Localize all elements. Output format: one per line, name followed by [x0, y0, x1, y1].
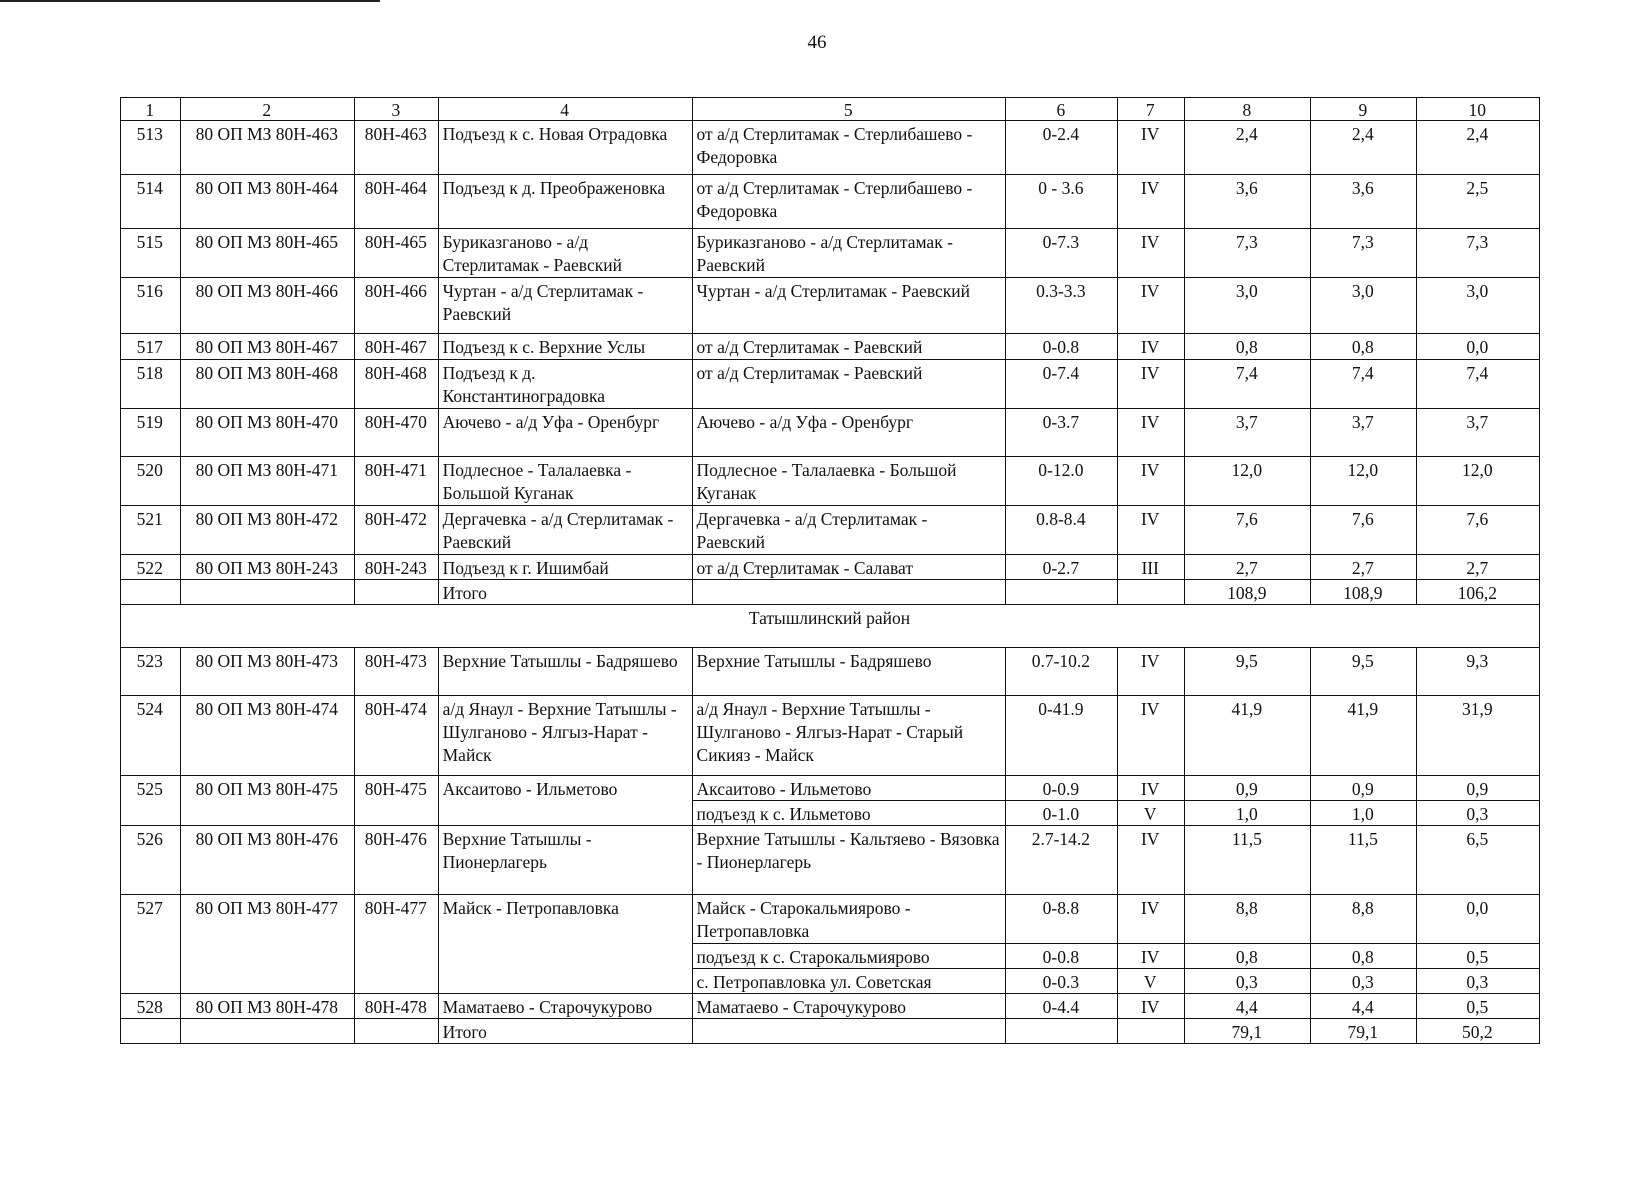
- segment-description: от а/д Стерлитамак - Стерлибашево - Федоровка: [692, 175, 1005, 229]
- length-value-8: 12,0: [1184, 457, 1310, 506]
- length-value-10: 2,7: [1416, 555, 1539, 580]
- length-value-9: 0,8: [1311, 944, 1417, 969]
- segment-description: Аючево - а/д Уфа - Оренбург: [692, 409, 1005, 457]
- length-value-8: 0,9: [1184, 776, 1310, 801]
- length-value-9: 2,4: [1311, 121, 1417, 175]
- road-id: 80 ОП МЗ 80Н-243: [180, 555, 355, 580]
- length-value-10: 0,9: [1416, 776, 1539, 801]
- road-code: 80Н-468: [355, 360, 439, 409]
- length-value-10: 12,0: [1416, 457, 1539, 506]
- empty-cell: [1006, 1019, 1118, 1044]
- length-value-10: 3,7: [1416, 409, 1539, 457]
- segment-km-range: 0-0.8: [1006, 944, 1118, 969]
- length-value-10: 6,5: [1416, 826, 1539, 895]
- segment-km-range: 0-4.4: [1006, 994, 1118, 1019]
- row-number: 513: [121, 121, 181, 175]
- length-value-8: 7,3: [1184, 229, 1310, 278]
- table-row: [121, 334, 1540, 360]
- road-name: Подъезд к д. Константиноградовка: [438, 360, 692, 409]
- length-value-8: 9,5: [1184, 648, 1310, 696]
- road-code: 80Н-475: [355, 776, 439, 826]
- length-value-10: 3,0: [1416, 278, 1539, 334]
- length-value-9: 0,9: [1311, 776, 1417, 801]
- length-value-9: 7,4: [1311, 360, 1417, 409]
- road-code: 80Н-471: [355, 457, 439, 506]
- segment-description: Дергачевка - а/д Стерлитамак - Раевский: [692, 506, 1005, 555]
- length-value-10: 2,4: [1416, 121, 1539, 175]
- length-value-8: 8,8: [1184, 895, 1310, 944]
- road-category: IV: [1117, 648, 1184, 696]
- length-value-8: 2,4: [1184, 121, 1310, 175]
- length-value-10: 0,3: [1416, 969, 1539, 994]
- length-value-10: 7,3: [1416, 229, 1539, 278]
- length-value-9: 4,4: [1311, 994, 1417, 1019]
- road-id: 80 ОП МЗ 80Н-475: [180, 776, 355, 826]
- table-row: [121, 121, 1540, 175]
- length-value-8: 3,6: [1184, 175, 1310, 229]
- segment-km-range: 0 - 3.6: [1006, 175, 1118, 229]
- length-value-8: 7,4: [1184, 360, 1310, 409]
- length-value-9: 9,5: [1311, 648, 1417, 696]
- road-code: 80Н-467: [355, 334, 439, 360]
- road-name: а/д Янаул - Верхние Татышлы - Шулганово - Ялгыз-Нарат - Майск: [438, 696, 692, 776]
- segment-description: Аксаитово - Ильметово: [692, 776, 1005, 801]
- col-header-9: 9: [1311, 98, 1417, 121]
- segment-km-range: 0-7.4: [1006, 360, 1118, 409]
- road-name: Подъезд к с. Верхние Услы: [438, 334, 692, 360]
- road-category: IV: [1117, 506, 1184, 555]
- row-number: 521: [121, 506, 181, 555]
- road-code: 80Н-474: [355, 696, 439, 776]
- row-number: 525: [121, 776, 181, 826]
- road-category: IV: [1117, 334, 1184, 360]
- road-category: IV: [1117, 994, 1184, 1019]
- table-row: [121, 696, 1540, 776]
- length-value-9: 7,6: [1311, 506, 1417, 555]
- table-row: [121, 360, 1540, 409]
- road-category: IV: [1117, 121, 1184, 175]
- length-value-9: 3,0: [1311, 278, 1417, 334]
- length-value-8: 41,9: [1184, 696, 1310, 776]
- length-value-8: 7,6: [1184, 506, 1310, 555]
- table-row: [121, 555, 1540, 580]
- road-category: IV: [1117, 826, 1184, 895]
- table-row: [121, 994, 1540, 1019]
- road-name: Верхние Татышлы - Пионерлагерь: [438, 826, 692, 895]
- road-name: Майск - Петропавловка: [438, 895, 692, 994]
- length-value-10: 31,9: [1416, 696, 1539, 776]
- table-row: [121, 409, 1540, 457]
- length-value-10: 9,3: [1416, 648, 1539, 696]
- road-id: 80 ОП МЗ 80Н-464: [180, 175, 355, 229]
- road-category: IV: [1117, 776, 1184, 801]
- segment-description: Маматаево - Старочукурово: [692, 994, 1005, 1019]
- length-value-10: 2,5: [1416, 175, 1539, 229]
- road-name: Подъезд к г. Ишимбай: [438, 555, 692, 580]
- col-header-6: 6: [1006, 98, 1118, 121]
- length-value-9: 12,0: [1311, 457, 1417, 506]
- segment-km-range: 0-1.0: [1006, 801, 1118, 826]
- segment-km-range: 2.7-14.2: [1006, 826, 1118, 895]
- segment-km-range: 0-8.8: [1006, 895, 1118, 944]
- row-number: 520: [121, 457, 181, 506]
- segment-km-range: 0-3.7: [1006, 409, 1118, 457]
- segment-km-range: 0-41.9: [1006, 696, 1118, 776]
- road-id: 80 ОП МЗ 80Н-476: [180, 826, 355, 895]
- segment-description: подъезд к с. Ильметово: [692, 801, 1005, 826]
- road-id: 80 ОП МЗ 80Н-468: [180, 360, 355, 409]
- col-header-1: 1: [121, 98, 181, 121]
- length-value-8: 0,8: [1184, 944, 1310, 969]
- road-name: Аксаитово - Ильметово: [438, 776, 692, 826]
- road-category: IV: [1117, 360, 1184, 409]
- length-value-8: 3,7: [1184, 409, 1310, 457]
- row-number: 517: [121, 334, 181, 360]
- row-number: 522: [121, 555, 181, 580]
- row-number: 515: [121, 229, 181, 278]
- col-header-7: 7: [1117, 98, 1184, 121]
- road-name: Аючево - а/д Уфа - Оренбург: [438, 409, 692, 457]
- length-value-10: 0,5: [1416, 944, 1539, 969]
- segment-km-range: 0.8-8.4: [1006, 506, 1118, 555]
- road-id: 80 ОП МЗ 80Н-477: [180, 895, 355, 994]
- length-value-9: 11,5: [1311, 826, 1417, 895]
- length-value-10: 7,6: [1416, 506, 1539, 555]
- road-category: IV: [1117, 895, 1184, 944]
- road-code: 80Н-472: [355, 506, 439, 555]
- empty-cell: [121, 580, 181, 605]
- total-value-9: 79,1: [1311, 1019, 1417, 1044]
- table-row: [121, 648, 1540, 696]
- empty-cell: [180, 580, 355, 605]
- road-name: Подлесное - Талалаевка - Большой Куганак: [438, 457, 692, 506]
- road-name: Маматаево - Старочукурово: [438, 994, 692, 1019]
- page-number: 46: [807, 32, 827, 53]
- col-header-5: 5: [692, 98, 1005, 121]
- district-row: [121, 605, 1540, 648]
- segment-description: Майск - Старокальмиярово - Петропавловка: [692, 895, 1005, 944]
- road-name: Буриказганово - а/д Стерлитамак - Раевский: [438, 229, 692, 278]
- road-category: III: [1117, 555, 1184, 580]
- table-row: [121, 278, 1540, 334]
- total-value-8: 108,9: [1184, 580, 1310, 605]
- total-value-8: 79,1: [1184, 1019, 1310, 1044]
- row-number: 526: [121, 826, 181, 895]
- segment-km-range: 0-0.9: [1006, 776, 1118, 801]
- table-row: [121, 776, 1540, 801]
- segment-description: от а/д Стерлитамак - Раевский: [692, 334, 1005, 360]
- length-value-8: 1,0: [1184, 801, 1310, 826]
- road-code: 80Н-465: [355, 229, 439, 278]
- road-id: 80 ОП МЗ 80Н-471: [180, 457, 355, 506]
- scan-edge-line: [0, 0, 380, 2]
- table-row: [121, 826, 1540, 895]
- length-value-8: 3,0: [1184, 278, 1310, 334]
- table-row: [121, 506, 1540, 555]
- empty-cell: [692, 580, 1005, 605]
- table-row: [121, 229, 1540, 278]
- length-value-9: 0,3: [1311, 969, 1417, 994]
- road-category: IV: [1117, 696, 1184, 776]
- col-header-8: 8: [1184, 98, 1310, 121]
- length-value-8: 4,4: [1184, 994, 1310, 1019]
- row-number: 516: [121, 278, 181, 334]
- row-number: 519: [121, 409, 181, 457]
- road-code: 80Н-476: [355, 826, 439, 895]
- segment-km-range: 0-7.3: [1006, 229, 1118, 278]
- row-number: 523: [121, 648, 181, 696]
- length-value-10: 0,0: [1416, 895, 1539, 944]
- road-id: 80 ОП МЗ 80Н-467: [180, 334, 355, 360]
- total-label: Итого: [438, 580, 692, 605]
- total-row: [121, 1019, 1540, 1044]
- table-row: [121, 175, 1540, 229]
- column-header-row: [121, 98, 1540, 121]
- row-number: 528: [121, 994, 181, 1019]
- road-name: Верхние Татышлы - Бадряшево: [438, 648, 692, 696]
- length-value-8: 2,7: [1184, 555, 1310, 580]
- road-name: Подъезд к д. Преображеновка: [438, 175, 692, 229]
- total-value-10: 106,2: [1416, 580, 1539, 605]
- empty-cell: [180, 1019, 355, 1044]
- road-code: 80Н-243: [355, 555, 439, 580]
- segment-km-range: 0.3-3.3: [1006, 278, 1118, 334]
- length-value-10: 0,5: [1416, 994, 1539, 1019]
- length-value-9: 2,7: [1311, 555, 1417, 580]
- total-label: Итого: [438, 1019, 692, 1044]
- col-header-4: 4: [438, 98, 692, 121]
- empty-cell: [121, 1019, 181, 1044]
- empty-cell: [355, 580, 439, 605]
- total-value-10: 50,2: [1416, 1019, 1539, 1044]
- length-value-8: 0,8: [1184, 334, 1310, 360]
- road-code: 80Н-470: [355, 409, 439, 457]
- road-category: IV: [1117, 409, 1184, 457]
- road-category: V: [1117, 801, 1184, 826]
- road-register-table: [120, 97, 1540, 1044]
- length-value-9: 8,8: [1311, 895, 1417, 944]
- road-category: V: [1117, 969, 1184, 994]
- length-value-8: 11,5: [1184, 826, 1310, 895]
- row-number: 518: [121, 360, 181, 409]
- table-row: [121, 457, 1540, 506]
- road-name: Подъезд к с. Новая Отрадовка: [438, 121, 692, 175]
- length-value-9: 3,7: [1311, 409, 1417, 457]
- col-header-2: 2: [180, 98, 355, 121]
- segment-km-range: 0-2.4: [1006, 121, 1118, 175]
- road-code: 80Н-463: [355, 121, 439, 175]
- road-id: 80 ОП МЗ 80Н-474: [180, 696, 355, 776]
- road-id: 80 ОП МЗ 80Н-478: [180, 994, 355, 1019]
- col-header-10: 10: [1416, 98, 1539, 121]
- empty-cell: [692, 1019, 1005, 1044]
- segment-km-range: 0-2.7: [1006, 555, 1118, 580]
- road-category: IV: [1117, 944, 1184, 969]
- road-code: 80Н-464: [355, 175, 439, 229]
- empty-cell: [1006, 580, 1118, 605]
- segment-description: Верхние Татышлы - Кальтяево - Вязовка - Пионерлагерь: [692, 826, 1005, 895]
- segment-description: Чуртан - а/д Стерлитамак - Раевский: [692, 278, 1005, 334]
- row-number: 527: [121, 895, 181, 994]
- road-category: IV: [1117, 457, 1184, 506]
- empty-cell: [1117, 1019, 1184, 1044]
- road-name: Чуртан - а/д Стерлитамак - Раевский: [438, 278, 692, 334]
- road-id: 80 ОП МЗ 80Н-472: [180, 506, 355, 555]
- segment-description: Буриказганово - а/д Стерлитамак - Раевский: [692, 229, 1005, 278]
- road-id: 80 ОП МЗ 80Н-465: [180, 229, 355, 278]
- road-code: 80Н-466: [355, 278, 439, 334]
- road-code: 80Н-478: [355, 994, 439, 1019]
- segment-description: с. Петропавловка ул. Советская: [692, 969, 1005, 994]
- empty-cell: [355, 1019, 439, 1044]
- empty-cell: [1117, 580, 1184, 605]
- segment-description: подъезд к с. Старокальмиярово: [692, 944, 1005, 969]
- length-value-10: 0,3: [1416, 801, 1539, 826]
- length-value-9: 3,6: [1311, 175, 1417, 229]
- road-category: IV: [1117, 278, 1184, 334]
- road-id: 80 ОП МЗ 80Н-470: [180, 409, 355, 457]
- road-code: 80Н-477: [355, 895, 439, 994]
- segment-km-range: 0.7-10.2: [1006, 648, 1118, 696]
- road-id: 80 ОП МЗ 80Н-466: [180, 278, 355, 334]
- segment-description: от а/д Стерлитамак - Стерлибашево - Федоровка: [692, 121, 1005, 175]
- length-value-10: 7,4: [1416, 360, 1539, 409]
- length-value-9: 7,3: [1311, 229, 1417, 278]
- total-row: [121, 580, 1540, 605]
- road-id: 80 ОП МЗ 80Н-473: [180, 648, 355, 696]
- segment-km-range: 0-0.8: [1006, 334, 1118, 360]
- length-value-8: 0,3: [1184, 969, 1310, 994]
- length-value-9: 41,9: [1311, 696, 1417, 776]
- length-value-10: 0,0: [1416, 334, 1539, 360]
- segment-km-range: 0-12.0: [1006, 457, 1118, 506]
- length-value-9: 0,8: [1311, 334, 1417, 360]
- segment-description: а/д Янаул - Верхние Татышлы - Шулганово - Ялгыз-Нарат - Старый Сикияз - Майск: [692, 696, 1005, 776]
- table-row: [121, 895, 1540, 944]
- col-header-3: 3: [355, 98, 439, 121]
- segment-description: Верхние Татышлы - Бадряшево: [692, 648, 1005, 696]
- road-code: 80Н-473: [355, 648, 439, 696]
- length-value-9: 1,0: [1311, 801, 1417, 826]
- road-id: 80 ОП МЗ 80Н-463: [180, 121, 355, 175]
- road-category: IV: [1117, 175, 1184, 229]
- segment-km-range: 0-0.3: [1006, 969, 1118, 994]
- road-name: Дергачевка - а/д Стерлитамак - Раевский: [438, 506, 692, 555]
- segment-description: от а/д Стерлитамак - Раевский: [692, 360, 1005, 409]
- segment-description: от а/д Стерлитамак - Салават: [692, 555, 1005, 580]
- road-category: IV: [1117, 229, 1184, 278]
- row-number: 524: [121, 696, 181, 776]
- total-value-9: 108,9: [1311, 580, 1417, 605]
- district-heading: Татышлинский район: [121, 605, 1540, 648]
- row-number: 514: [121, 175, 181, 229]
- segment-description: Подлесное - Талалаевка - Большой Куганак: [692, 457, 1005, 506]
